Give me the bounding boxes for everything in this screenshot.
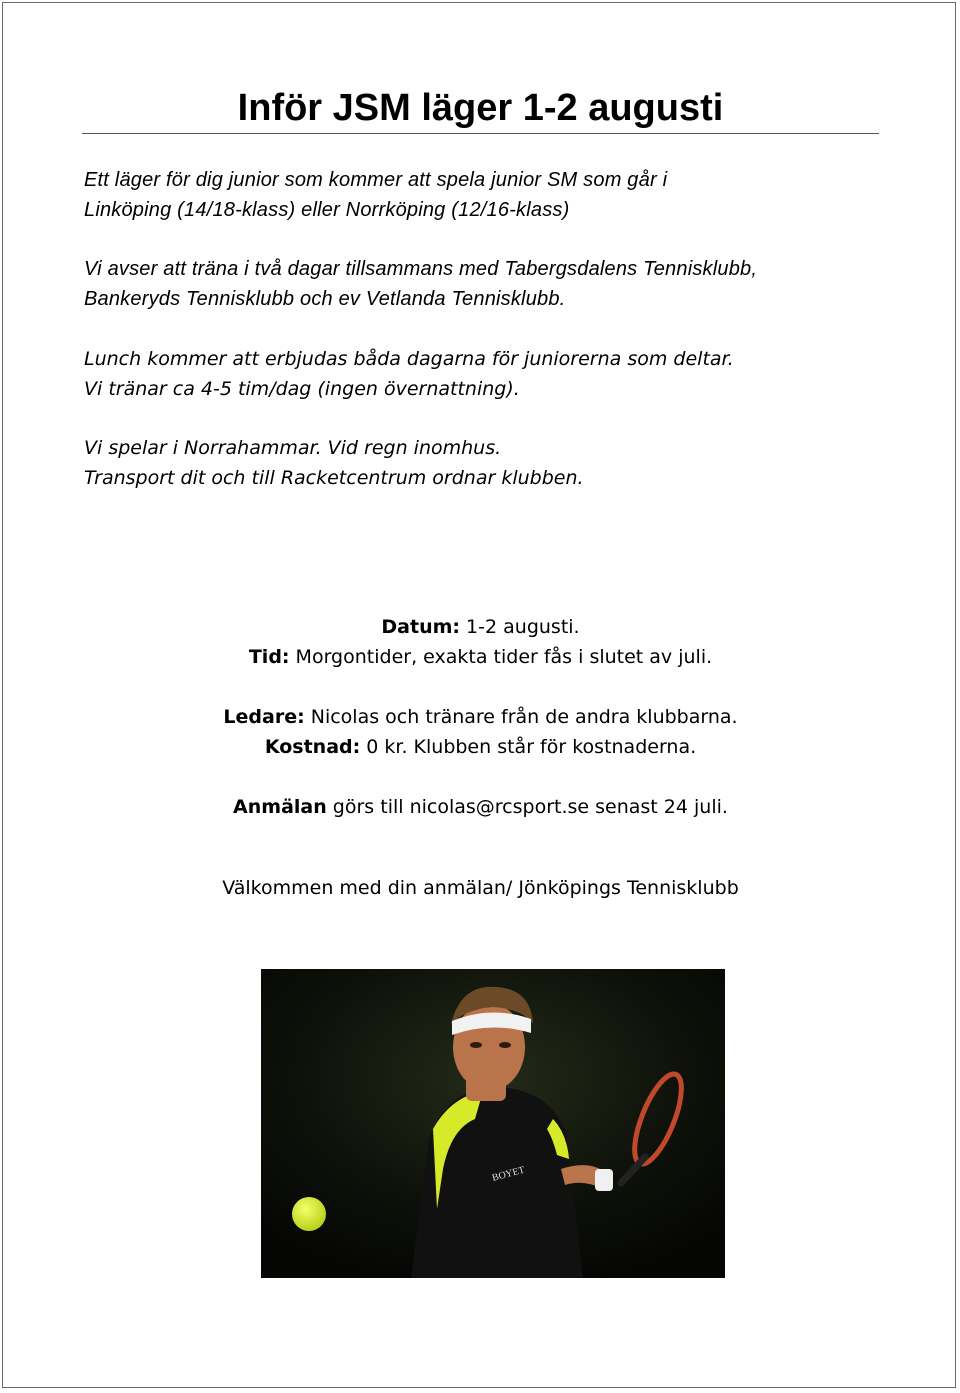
ledare-label: Ledare: bbox=[223, 706, 305, 728]
kostnad-value: 0 kr. Klubben står för kostnaderna. bbox=[360, 736, 697, 758]
tennis-player-illustration bbox=[261, 969, 725, 1278]
intro-line: Vi tränar ca 4-5 tim/dag (ingen övernattning). bbox=[84, 377, 520, 400]
intro-paragraph-lunch bbox=[84, 345, 884, 404]
closing-line: Välkommen med din anmälan/ Jönköpings Tennisklubb bbox=[222, 877, 739, 899]
details-section bbox=[82, 612, 879, 672]
leader-section bbox=[82, 702, 879, 762]
intro-paragraph-location bbox=[84, 434, 884, 493]
wristband bbox=[595, 1169, 613, 1191]
tid-value: Morgontider, exakta tider fås i slutet av juli. bbox=[289, 646, 713, 668]
tennis-ball bbox=[292, 1197, 326, 1231]
intro-paragraph-clubs bbox=[84, 255, 884, 314]
intro-line: Lunch kommer att erbjudas båda dagarna för juniorerna som deltar. bbox=[84, 347, 734, 370]
anmalan-label: Anmälan bbox=[233, 796, 327, 818]
intro-line: Transport dit och till Racketcentrum ordnar klubben. bbox=[84, 466, 584, 489]
ledare-value: Nicolas och tränare från de andra klubbarna. bbox=[304, 706, 738, 728]
page-title: Inför JSM läger 1-2 augusti bbox=[237, 87, 724, 129]
anmalan-value: görs till nicolas@rcsport.se senast 24 juli. bbox=[326, 796, 728, 818]
player-eye bbox=[499, 1042, 511, 1048]
tennis-player-photo bbox=[261, 969, 725, 1278]
datum-value: 1-2 augusti. bbox=[460, 616, 580, 638]
intro-section bbox=[84, 166, 884, 494]
datum-label: Datum: bbox=[381, 616, 461, 638]
player-eye bbox=[470, 1042, 482, 1048]
intro-line: Vi avser att träna i två dagar tillsammans med Tabergsdalens Tennisklubb, bbox=[84, 258, 758, 281]
signup-section bbox=[82, 792, 879, 822]
intro-line: Vi spelar i Norrahammar. Vid regn inomhus. bbox=[84, 437, 502, 460]
intro-line: Bankeryds Tennisklubb och ev Vetlanda Tennisklubb. bbox=[84, 288, 566, 311]
shirt-logo: BOYET bbox=[490, 1164, 526, 1184]
kostnad-line bbox=[82, 732, 879, 762]
intro-line: Ett läger för dig junior som kommer att spela junior SM som går i bbox=[84, 169, 668, 191]
anmalan-line bbox=[82, 792, 879, 822]
closing-section bbox=[82, 873, 879, 903]
title-underline bbox=[82, 133, 879, 134]
intro-paragraph-camp bbox=[84, 166, 884, 225]
ledare-line bbox=[82, 702, 879, 732]
intro-line: Linköping (14/18-klass) eller Norrköping (12/16-klass) bbox=[84, 198, 570, 221]
datum-line bbox=[82, 612, 879, 642]
tid-label: Tid: bbox=[248, 646, 290, 668]
tid-line bbox=[82, 642, 879, 672]
kostnad-label: Kostnad: bbox=[264, 736, 361, 758]
